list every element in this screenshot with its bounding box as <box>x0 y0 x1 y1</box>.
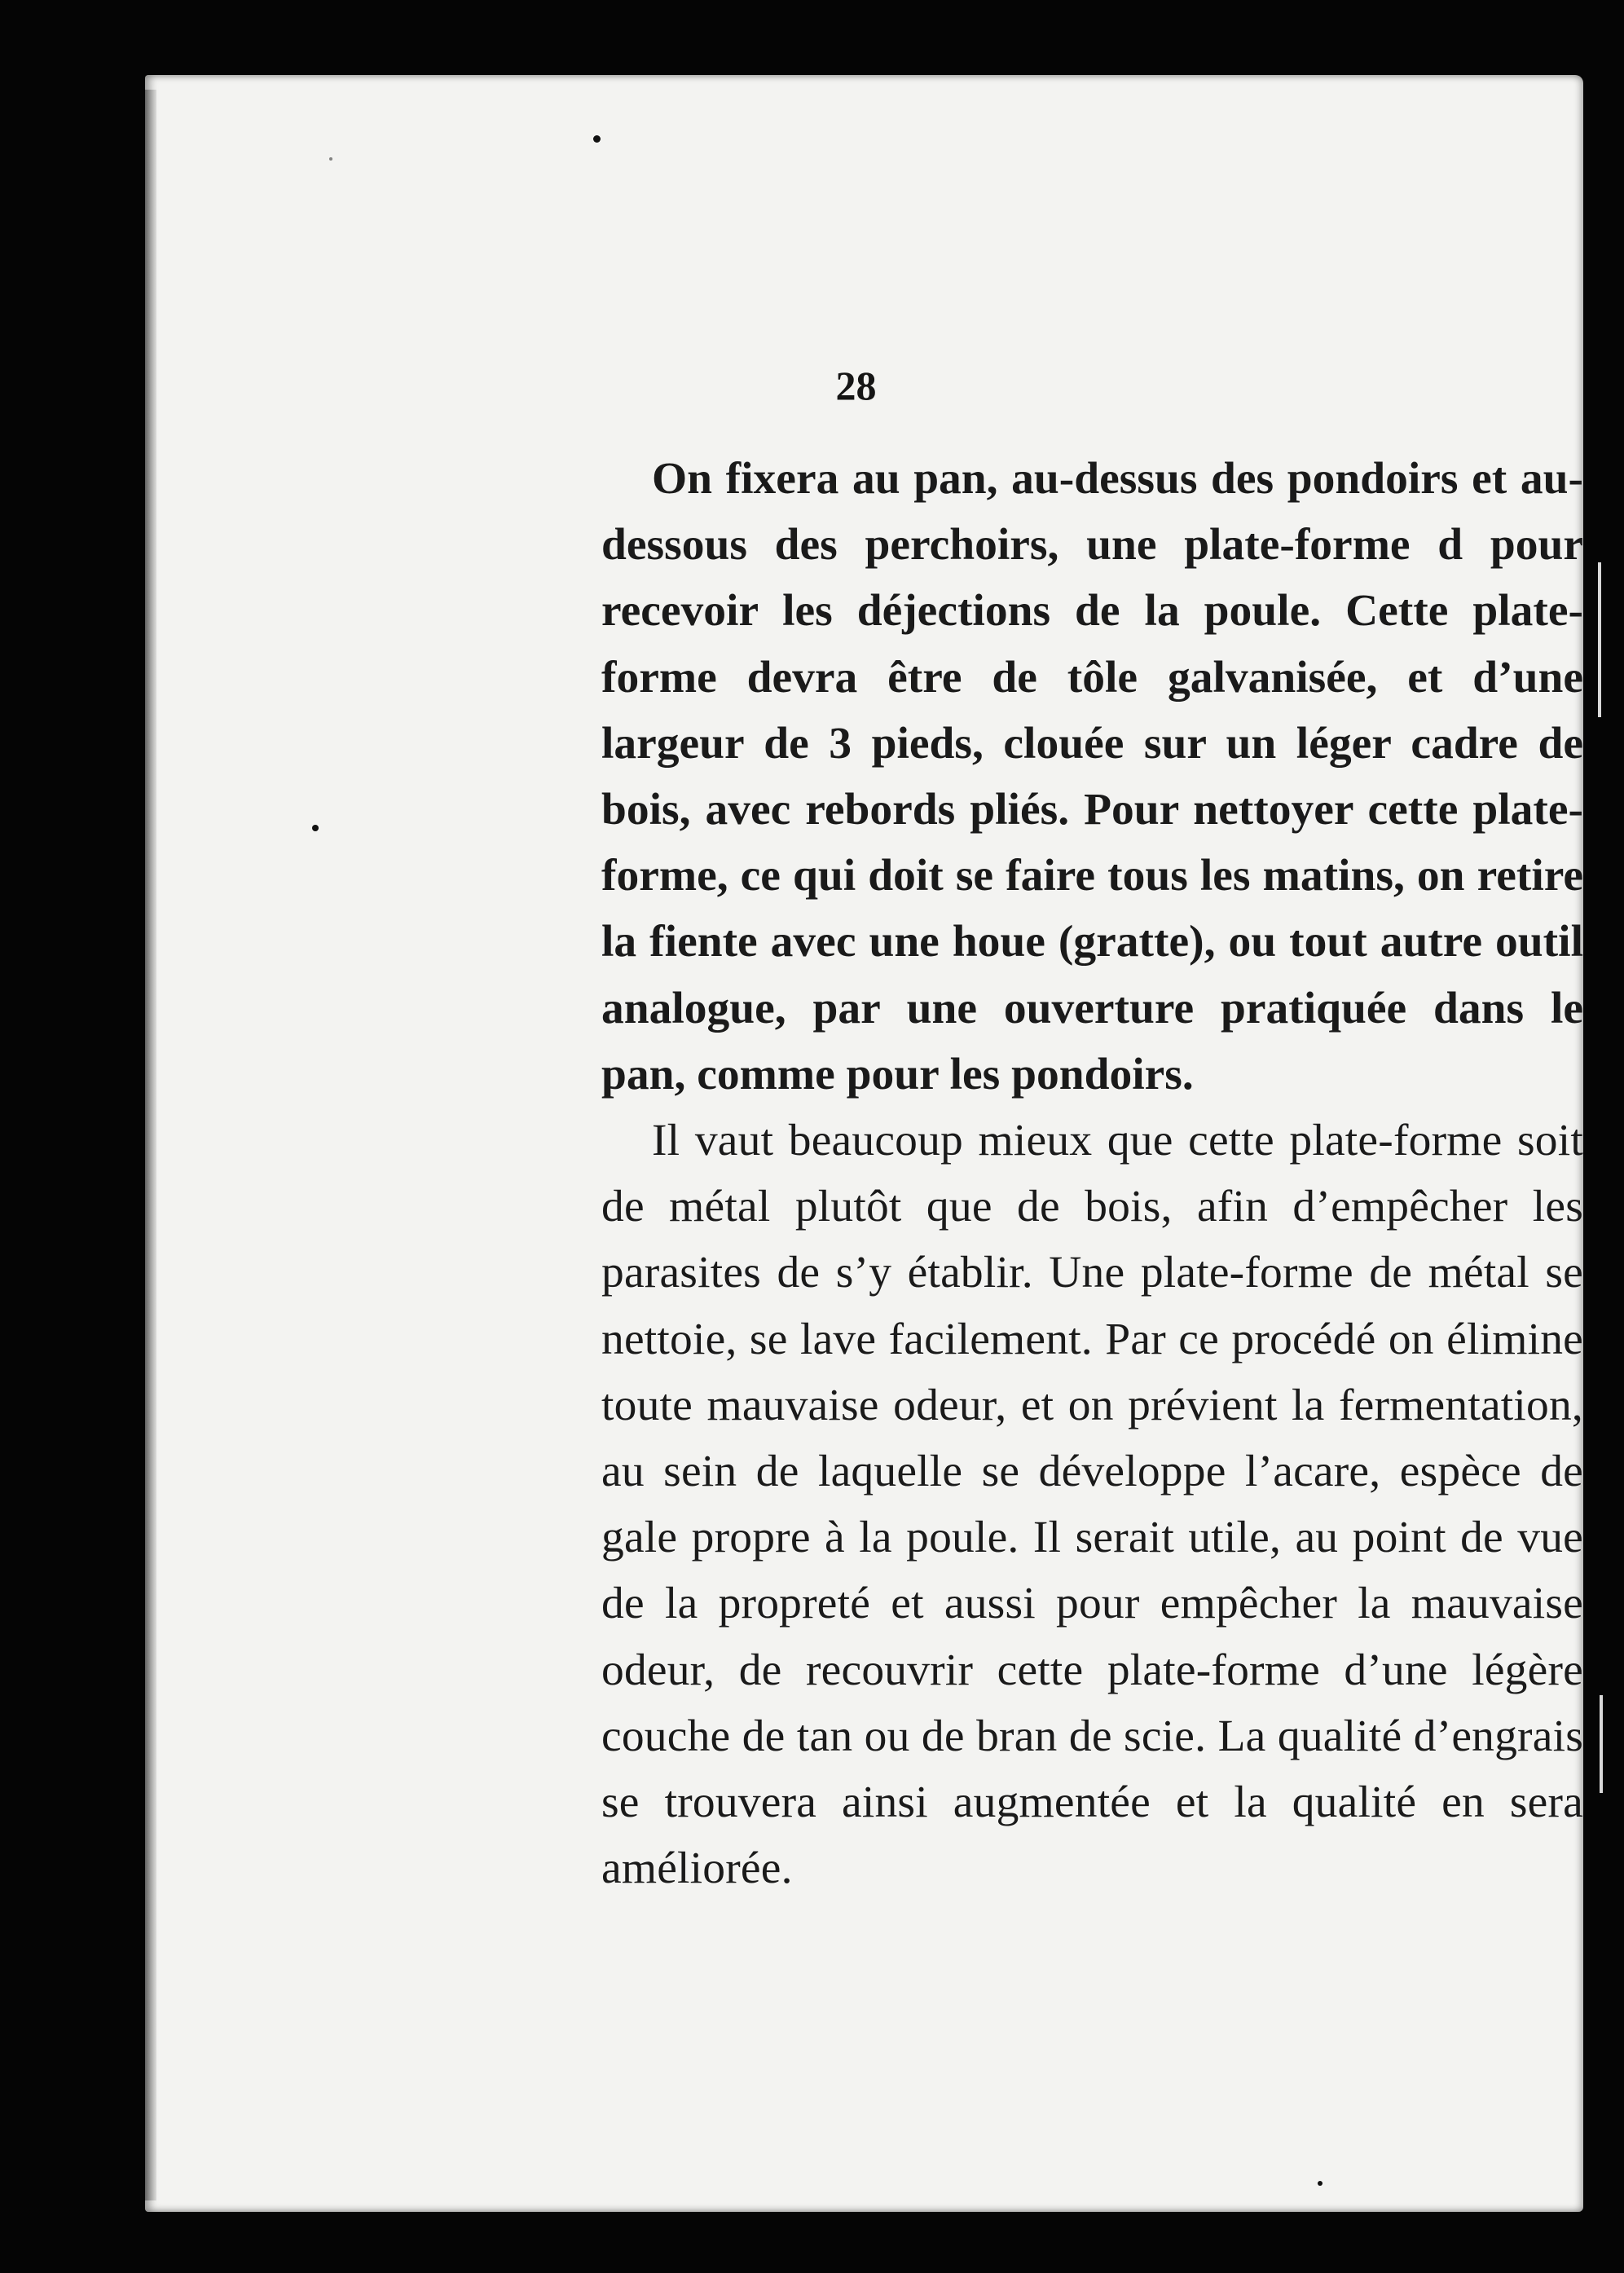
scan-edge-mark <box>1598 562 1601 717</box>
body-text <box>601 446 1583 1901</box>
page-number: 28 <box>835 363 877 408</box>
paragraph-2: Il vaut beaucoup mieux que cette plate-forme soit de métal plutôt que de bois, afin d’empêcher les parasites de s’y établir. Une plate-forme de métal se nettoie, se lave facilement. Par ce procédé on élimine toute mauvaise odeur, et on prévient la fermentation, au sein de laquelle se développe l’acare, espèce de gale propre à la poule. Il serait utile, au point de vue de la propreté et aussi pour empêcher la mauvaise odeur, de recouvrir cette plate-forme d’une légère couche de tan ou de bran de scie. La qualité d’engrais se trouvera ainsi augmentée et la qualité en sera améliorée. <box>601 1116 1583 1894</box>
dust-speck <box>1318 2181 1323 2186</box>
paragraph-1: On fixera au pan, au-dessus des pondoirs et au-dessous des perchoirs, une plate-forme d pour recevoir les déjections de la poule. Cette plate-forme devra être de tôle galvanisée, et d’une largeur de 3 pieds, clouée sur un léger cadre de bois, avec rebords pliés. Pour nettoyer cette plate-forme, ce qui doit se faire tous les matins, on retire la fiente avec une houe (gratte), ou tout autre outil analogue, par une ouverture pratiquée dans le pan, comme pour les pondoirs. <box>601 454 1583 1099</box>
dust-speck <box>593 135 601 143</box>
page-edge-shadow <box>145 90 156 2200</box>
dust-speck <box>312 825 319 831</box>
book-page <box>145 75 1583 2212</box>
dust-speck <box>329 157 332 161</box>
scan-edge-mark <box>1600 1695 1603 1793</box>
